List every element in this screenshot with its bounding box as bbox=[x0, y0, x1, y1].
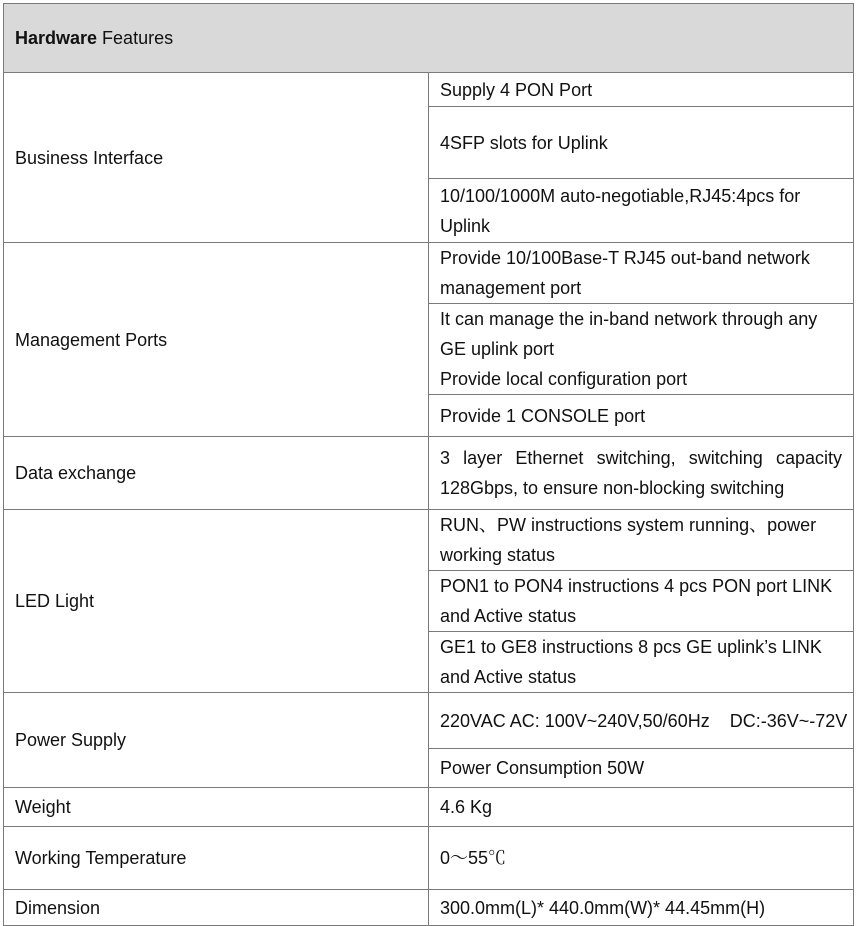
hardware-features-table bbox=[3, 3, 854, 926]
power-value-2: Power Consumption 50W bbox=[429, 749, 854, 788]
led-value-3: GE1 to GE8 instructions 8 pcs GE uplink’s LINK and Active status bbox=[429, 632, 854, 693]
management-value-3: Provide local configuration port bbox=[440, 369, 688, 389]
table-header bbox=[4, 4, 854, 73]
weight-value: 4.6 Kg bbox=[429, 788, 854, 827]
management-value-1: Provide 10/100Base-T RJ45 out-band network management port bbox=[429, 243, 854, 304]
business-interface-label: Business Interface bbox=[4, 73, 429, 243]
management-value-4: Provide 1 CONSOLE port bbox=[429, 395, 854, 437]
data-exchange-label: Data exchange bbox=[4, 437, 429, 510]
management-value-2: It can manage the in-band network through any GE uplink port bbox=[440, 309, 818, 359]
business-value-2: 4SFP slots for Uplink bbox=[429, 107, 854, 179]
weight-label: Weight bbox=[4, 788, 429, 827]
header-rest: Features bbox=[97, 28, 174, 48]
business-value-1: Supply 4 PON Port bbox=[429, 73, 854, 107]
management-ports-label: Management Ports bbox=[4, 243, 429, 437]
temperature-label: Working Temperature bbox=[4, 827, 429, 890]
dimension-label: Dimension bbox=[4, 890, 429, 926]
management-value-2-cell bbox=[429, 304, 854, 395]
temperature-value: 0～55℃ bbox=[429, 827, 854, 890]
led-value-2: PON1 to PON4 instructions 4 pcs PON port LINK and Active status bbox=[429, 571, 854, 632]
dimension-value: 300.0mm(L)* 440.0mm(W)* 44.45mm(H) bbox=[429, 890, 854, 926]
data-exchange-value: 3 layer Ethernet switching, switching capacity 128Gbps, to ensure non-blocking switching bbox=[429, 437, 854, 510]
led-light-label: LED Light bbox=[4, 510, 429, 693]
led-value-1: RUN、PW instructions system running、power working status bbox=[429, 510, 854, 571]
business-value-3: 10/100/1000M auto-negotiable,RJ45:4pcs for Uplink bbox=[429, 179, 854, 243]
power-supply-label: Power Supply bbox=[4, 693, 429, 788]
power-value-1: 220VAC AC: 100V~240V,50/60Hz DC:-36V~-72V bbox=[429, 693, 854, 749]
header-bold: Hardware bbox=[15, 28, 98, 48]
